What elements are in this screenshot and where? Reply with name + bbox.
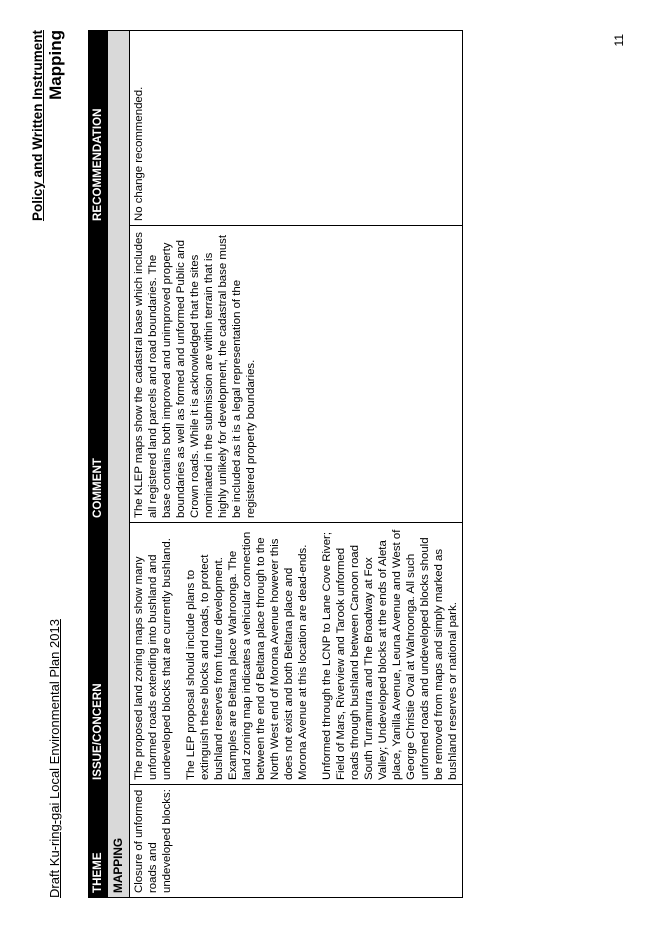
plan-title: Draft Ku-ring-gai Local Environmental Plan 2013 xyxy=(47,619,62,898)
issue-paragraph: The proposed land zoning maps show many unformed roads extending into bushland and undeveloped blocks that are currently bushland. xyxy=(132,538,173,780)
table-header-row xyxy=(89,31,108,898)
section-label: MAPPING xyxy=(108,31,130,898)
section-row xyxy=(108,31,130,898)
header-issue: ISSUE/CONCERN xyxy=(89,523,108,785)
header-comment: COMMENT xyxy=(89,226,108,523)
theme-cell: Closure of unformed roads and undeveloped blocks: xyxy=(129,785,462,898)
header-recommendation: RECOMMENDATION xyxy=(89,31,108,226)
header-right xyxy=(30,30,65,221)
table-row xyxy=(129,31,462,898)
header-theme: THEME xyxy=(89,785,108,898)
recommendation-cell: No change recommended. xyxy=(129,31,462,226)
issue-paragraph: Unformed through the LCNP to Lane Cove River; Field of Mars, Riverview and Tarook unformed roads through bushland between Canoon road South Turramurra and The Broadway at Fox Valley; Undeveloped blocks at the ends of Aleta place, Yanilla Avenue, Leuna Avenue and West of George Christie Oval at Wahroonga. All such unformed roads and undeveloped blocks should be removed from maps and simply marked as bushland reserves or national park. xyxy=(320,529,460,780)
comment-cell: The KLEP maps show the cadastral base which includes all registered land parcels and road boundaries. The base contains both improved and unimproved property boundaries as well as formed and unformed Public and Crown roads. While it is acknowledged that the sites nominated in the submission are within terrain that is highly unlikely for development, the cadastral base must be included as it is a legal representation of the registered property boundaries. xyxy=(129,226,462,523)
issue-paragraph: The LEP proposal should include plans to extinguish these blocks and roads, to protect bushland reserves from future development. Examples are Beltana place Wahroonga. The land zoning map indicates a vehicular connection between the end of Beltana place through to the North West end of Morona Avenue however this does not exist and both Beltana place and Morona Avenue at this location are dead-ends. xyxy=(184,531,309,780)
section-title: Mapping xyxy=(45,30,65,100)
submissions-table xyxy=(88,30,463,898)
issue-cell xyxy=(129,523,462,785)
document-title: Policy and Written Instrument xyxy=(30,30,45,222)
page-number: 11 xyxy=(612,34,626,47)
